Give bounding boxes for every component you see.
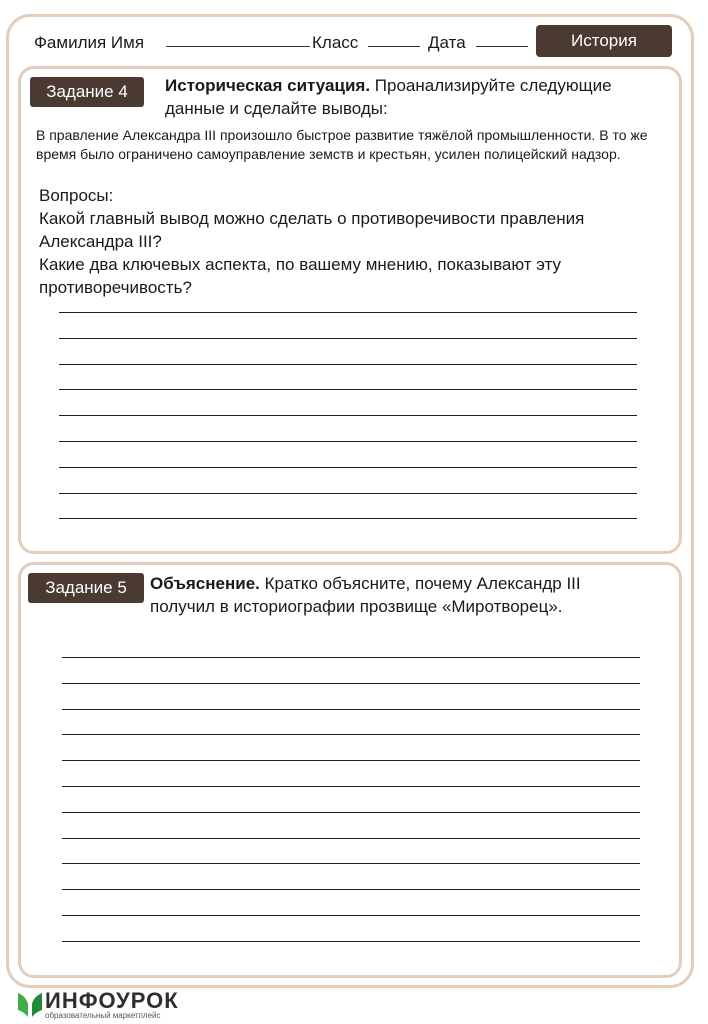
question-1: Какой главный вывод можно сделать о противоречивости правления Александра III?	[39, 209, 585, 251]
answer-line[interactable]	[62, 760, 640, 761]
answer-line[interactable]	[62, 941, 640, 942]
subject-badge: История	[536, 25, 672, 57]
logo-tagline: образовательный маркетплейс	[45, 1011, 161, 1020]
class-label: Класс	[312, 33, 359, 52]
infourok-logo-icon	[17, 989, 43, 1019]
name-label: Фамилия Имя	[34, 33, 145, 52]
class-field[interactable]	[368, 46, 420, 47]
answer-line[interactable]	[59, 364, 637, 365]
name-field[interactable]	[166, 46, 310, 47]
task4-situation: В правление Александра III произошло быстрое развитие тяжёлой промышленности. В то же время было ограничено самоуправление земств и крестьян, усилен полицейский надзор.	[36, 127, 648, 162]
answer-line[interactable]	[62, 915, 640, 916]
task5-title	[150, 572, 650, 618]
answer-line[interactable]	[59, 493, 637, 494]
answer-line[interactable]	[62, 683, 640, 684]
question-2: Какие два ключевых аспекта, по вашему мнению, показывают эту противоречивость?	[39, 255, 562, 297]
answer-line[interactable]	[59, 518, 637, 519]
answer-line[interactable]	[62, 657, 640, 658]
task5-title-rest: Кратко объясните, почему Александр III получил в историографии прозвище «Миротворец».	[150, 574, 581, 616]
questions-heading: Вопросы:	[39, 186, 114, 205]
answer-line[interactable]	[62, 709, 640, 710]
task4-title-rest: Проанализируйте следующие данные и сделайте выводы:	[165, 76, 612, 118]
answer-line[interactable]	[59, 389, 637, 390]
answer-line[interactable]	[62, 786, 640, 787]
answer-line[interactable]	[62, 863, 640, 864]
answer-line[interactable]	[62, 889, 640, 890]
answer-line[interactable]	[59, 312, 637, 313]
date-label: Дата	[428, 33, 466, 52]
answer-line[interactable]	[59, 415, 637, 416]
answer-line[interactable]	[59, 441, 637, 442]
task4-title-bold: Историческая ситуация.	[165, 76, 371, 95]
answer-line[interactable]	[62, 838, 640, 839]
task4-badge: Задание 4	[30, 77, 144, 107]
answer-line[interactable]	[59, 338, 637, 339]
task5-title-bold: Объяснение.	[150, 574, 260, 593]
answer-line[interactable]	[62, 734, 640, 735]
task4-questions	[39, 184, 659, 299]
logo-name: ИНФОУРОК	[45, 988, 179, 1013]
worksheet-header	[34, 30, 674, 56]
task5-badge: Задание 5	[28, 573, 144, 603]
answer-line[interactable]	[59, 467, 637, 468]
answer-line[interactable]	[62, 812, 640, 813]
date-field[interactable]	[476, 46, 528, 47]
task4-title	[165, 74, 665, 120]
